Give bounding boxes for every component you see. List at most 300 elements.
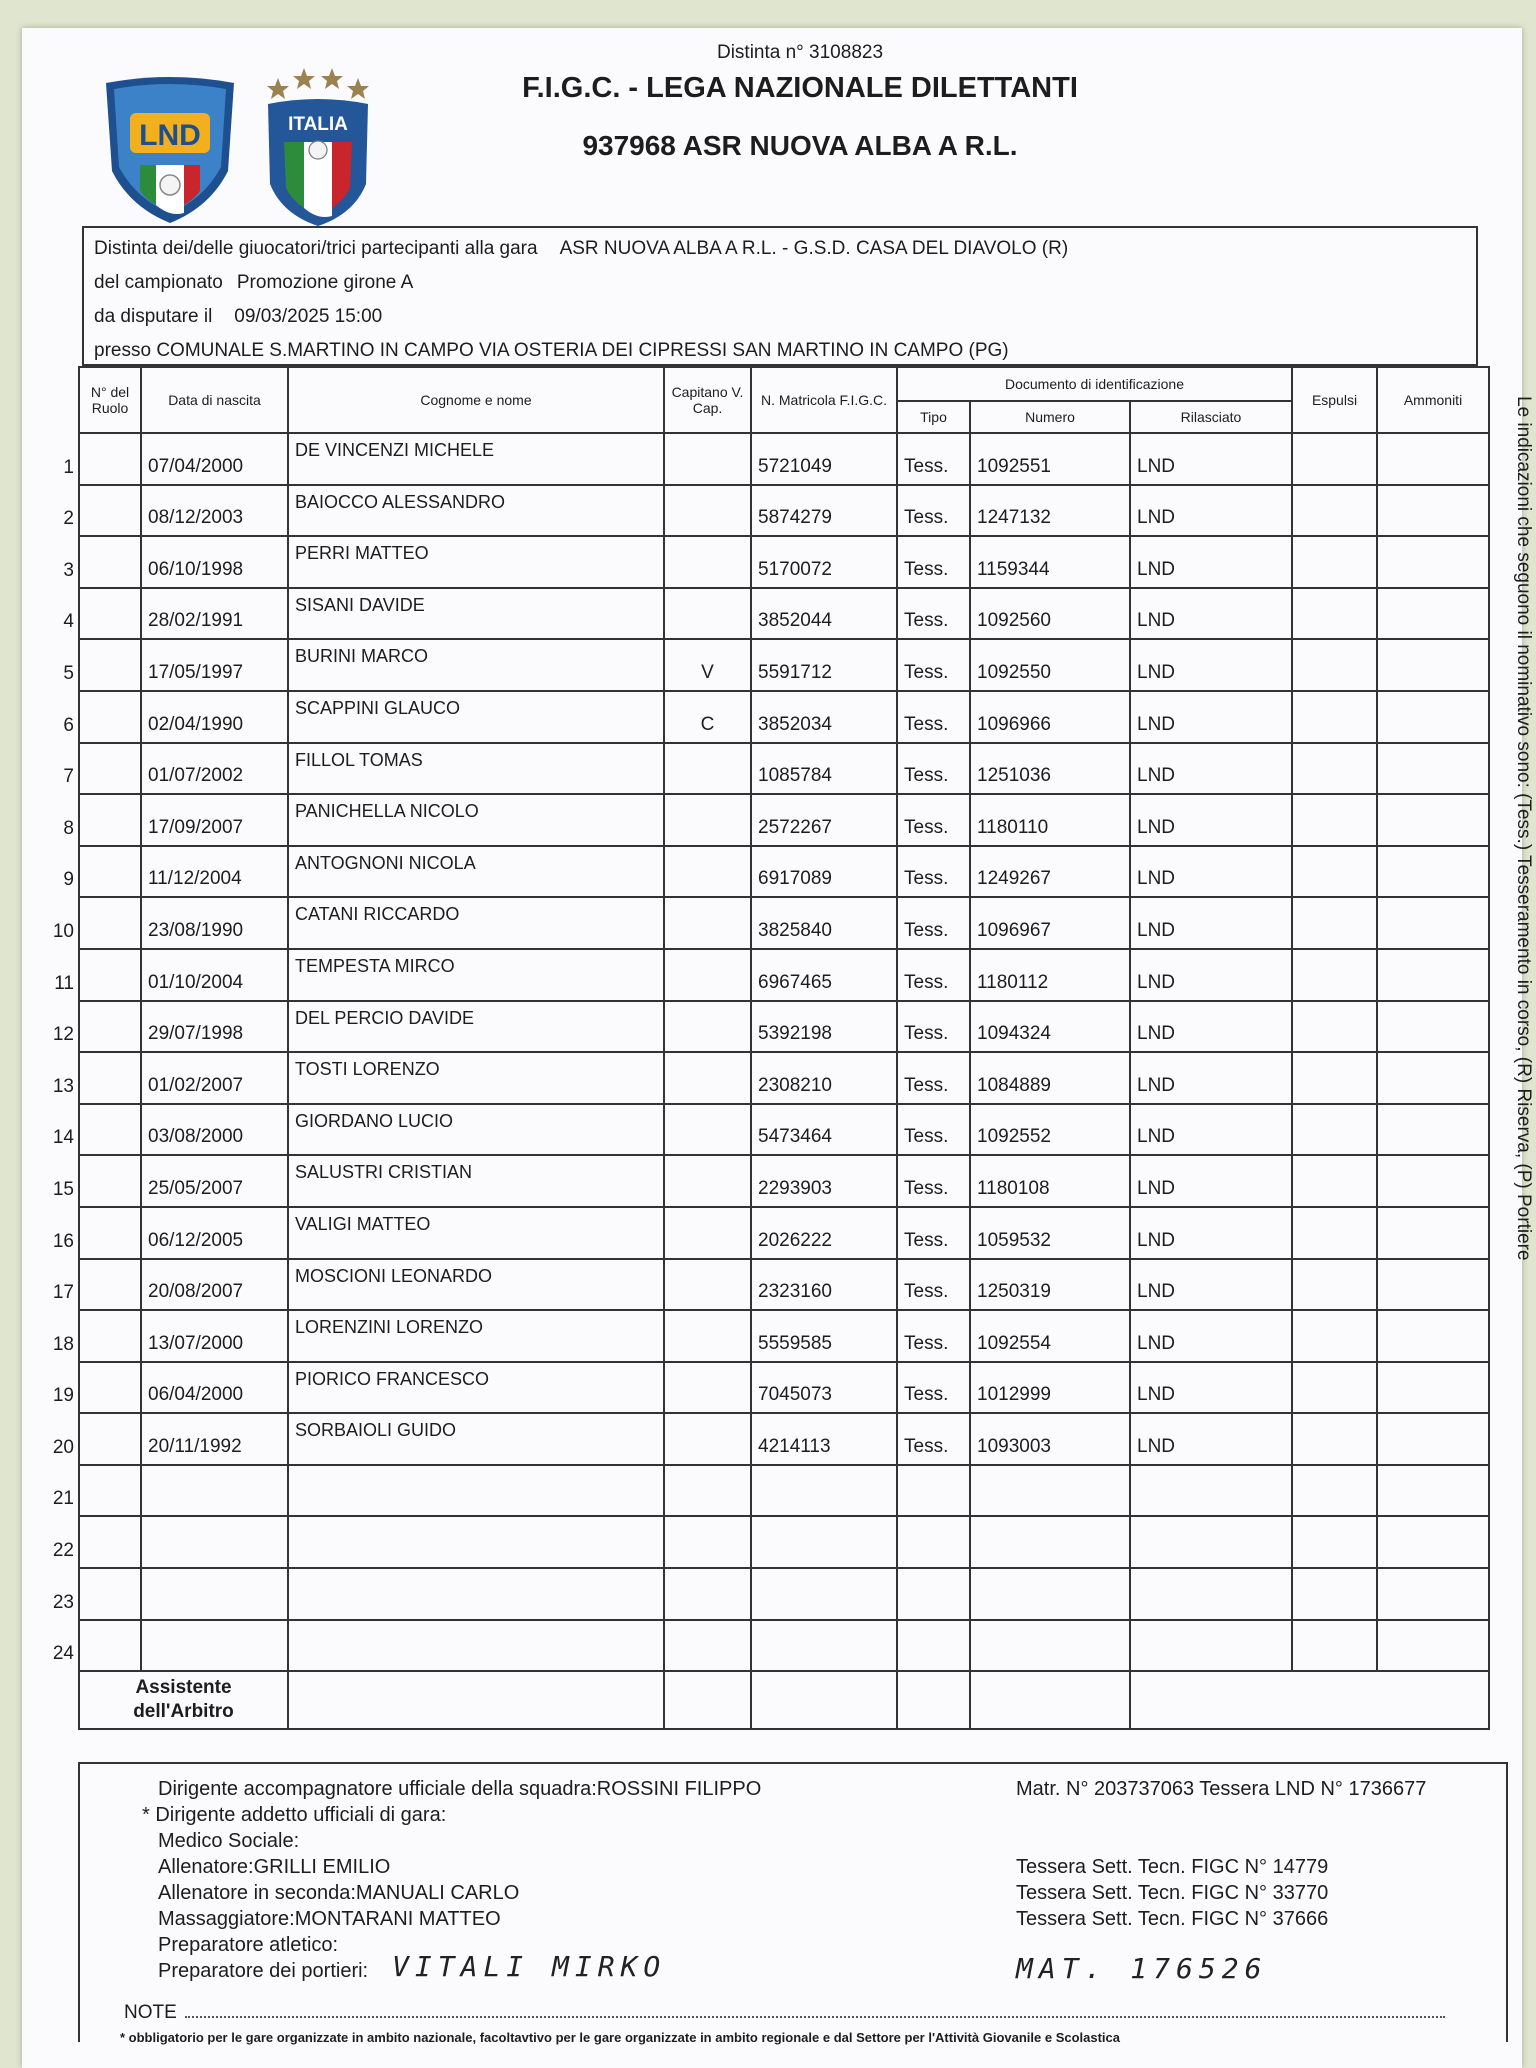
cell-espulsi <box>1292 691 1377 743</box>
cell-ruolo <box>79 536 141 588</box>
cell-ruolo <box>79 1155 141 1207</box>
cell-cap <box>664 1207 751 1259</box>
cell-nascita: 25/05/2007 <box>141 1155 288 1207</box>
cell-nascita <box>141 1568 288 1620</box>
cell-tipo: Tess. <box>897 1155 970 1207</box>
cell-matricola: 4214113 <box>751 1413 897 1465</box>
cell-ammoniti <box>1377 1104 1489 1156</box>
table-row <box>79 1155 1489 1207</box>
row-number: 10 <box>52 920 74 942</box>
cell-ammoniti <box>1377 588 1489 640</box>
preparatore-portieri: Preparatore dei portieri: <box>158 1960 369 1982</box>
cell-rilasciato: LND <box>1130 691 1292 743</box>
cell-nome: SALUSTRI CRISTIAN <box>288 1155 664 1207</box>
row-number: 5 <box>63 662 74 684</box>
data-line <box>94 306 382 328</box>
cell-nome: SCAPPINI GLAUCO <box>288 691 664 743</box>
cell-ruolo <box>79 1465 141 1517</box>
cell-matricola: 2323160 <box>751 1259 897 1311</box>
cell-rilasciato: LND <box>1130 485 1292 537</box>
cell-ammoniti <box>1377 1155 1489 1207</box>
cell-rilasciato <box>1130 1620 1292 1672</box>
cell-cap <box>664 846 751 898</box>
cell-ruolo <box>79 846 141 898</box>
cell-ammoniti <box>1377 433 1489 485</box>
row-number: 21 <box>52 1488 74 1510</box>
cell-ammoniti <box>1377 1362 1489 1414</box>
note-line <box>124 2002 1445 2024</box>
cell-rilasciato <box>1130 1568 1292 1620</box>
cell-nome: DEL PERCIO DAVIDE <box>288 1001 664 1053</box>
cell-tipo: Tess. <box>897 1001 970 1053</box>
cell-nascita: 02/04/1990 <box>141 691 288 743</box>
cell-espulsi <box>1292 588 1377 640</box>
cell-espulsi <box>1292 536 1377 588</box>
cell-cap <box>664 794 751 846</box>
cell-numero <box>970 1465 1130 1517</box>
table-row <box>79 1207 1489 1259</box>
note-dots <box>185 2016 1445 2018</box>
header-ruolo: N° del Ruolo <box>79 367 141 433</box>
cell-tipo: Tess. <box>897 794 970 846</box>
cell-espulsi <box>1292 794 1377 846</box>
cell-matricola: 2572267 <box>751 794 897 846</box>
svg-text:ITALIA: ITALIA <box>288 114 348 135</box>
cell-espulsi <box>1292 1310 1377 1362</box>
cell-nascita: 20/08/2007 <box>141 1259 288 1311</box>
cell-espulsi <box>1292 639 1377 691</box>
cell-espulsi <box>1292 846 1377 898</box>
cell-tipo: Tess. <box>897 639 970 691</box>
cell-nome: PANICHELLA NICOLO <box>288 794 664 846</box>
cell-cap <box>664 588 751 640</box>
assistente-cell <box>664 1671 751 1729</box>
row-number: 14 <box>52 1127 74 1149</box>
cell-numero: 1092552 <box>970 1104 1130 1156</box>
row-number: 15 <box>52 1178 74 1200</box>
cell-cap <box>664 1310 751 1362</box>
distinta-number: Distinta n° 3108823 <box>716 42 884 63</box>
cell-matricola: 2308210 <box>751 1052 897 1104</box>
presso-line <box>94 340 1009 362</box>
cell-espulsi <box>1292 743 1377 795</box>
cell-matricola: 5559585 <box>751 1310 897 1362</box>
assistente-cell <box>751 1671 897 1729</box>
cell-numero <box>970 1516 1130 1568</box>
cell-matricola: 1085784 <box>751 743 897 795</box>
header-rilasciato: Rilasciato <box>1130 401 1292 433</box>
preparatore-portieri-matricola-handwritten: MAT. 176526 <box>1016 1952 1268 1985</box>
table-row <box>79 794 1489 846</box>
cell-matricola: 5473464 <box>751 1104 897 1156</box>
cell-cap <box>664 485 751 537</box>
cell-nascita: 11/12/2004 <box>141 846 288 898</box>
cell-cap <box>664 1052 751 1104</box>
cell-ruolo <box>79 588 141 640</box>
cell-ruolo <box>79 1362 141 1414</box>
data-value: 09/03/2025 15:00 <box>234 306 383 327</box>
cell-numero: 1092551 <box>970 433 1130 485</box>
cell-ruolo <box>79 1516 141 1568</box>
cell-ammoniti <box>1377 1052 1489 1104</box>
cell-cap <box>664 897 751 949</box>
cell-nascita: 17/05/1997 <box>141 639 288 691</box>
cell-nome: TEMPESTA MIRCO <box>288 949 664 1001</box>
cell-tipo: Tess. <box>897 691 970 743</box>
match-info-box <box>82 226 1478 366</box>
cell-nome: VALIGI MATTEO <box>288 1207 664 1259</box>
cell-nome: PERRI MATTEO <box>288 536 664 588</box>
cell-rilasciato: LND <box>1130 743 1292 795</box>
cell-rilasciato: LND <box>1130 846 1292 898</box>
cell-matricola: 3825840 <box>751 897 897 949</box>
cell-espulsi <box>1292 1155 1377 1207</box>
cell-nome: SORBAIOLI GUIDO <box>288 1413 664 1465</box>
cell-tipo <box>897 1465 970 1517</box>
cell-ammoniti <box>1377 1568 1489 1620</box>
campionato-line <box>94 272 413 294</box>
table-row <box>79 1001 1489 1053</box>
assistente-cell <box>1130 1671 1489 1729</box>
cell-numero: 1012999 <box>970 1362 1130 1414</box>
row-number: 3 <box>63 559 74 581</box>
preparatore-atletico: Preparatore atletico: <box>158 1934 339 1956</box>
table-row <box>79 691 1489 743</box>
cell-rilasciato: LND <box>1130 1207 1292 1259</box>
cell-nascita: 01/10/2004 <box>141 949 288 1001</box>
cell-numero: 1096966 <box>970 691 1130 743</box>
cell-nome: TOSTI LORENZO <box>288 1052 664 1104</box>
cell-nome <box>288 1465 664 1517</box>
header-ammoniti: Ammoniti <box>1377 367 1489 433</box>
cell-ammoniti <box>1377 846 1489 898</box>
assistente-cell <box>897 1671 970 1729</box>
cell-numero: 1247132 <box>970 485 1130 537</box>
cell-numero: 1059532 <box>970 1207 1130 1259</box>
header-espulsi: Espulsi <box>1292 367 1377 433</box>
cell-matricola: 2026222 <box>751 1207 897 1259</box>
cell-numero: 1249267 <box>970 846 1130 898</box>
cell-ruolo <box>79 1001 141 1053</box>
cell-tipo: Tess. <box>897 1104 970 1156</box>
cell-cap <box>664 1620 751 1672</box>
table-row <box>79 1362 1489 1414</box>
assistente-cell <box>970 1671 1130 1729</box>
cell-numero: 1180110 <box>970 794 1130 846</box>
cell-rilasciato: LND <box>1130 1310 1292 1362</box>
cell-nascita: 28/02/1991 <box>141 588 288 640</box>
cell-ruolo <box>79 743 141 795</box>
header-tipo: Tipo <box>897 401 970 433</box>
row-number: 20 <box>52 1436 74 1458</box>
row-number: 18 <box>52 1333 74 1355</box>
note-label: NOTE <box>124 2002 177 2023</box>
table-row <box>79 485 1489 537</box>
row-number: 11 <box>54 972 74 994</box>
cell-ruolo <box>79 794 141 846</box>
row-number: 1 <box>63 456 74 478</box>
cell-nome <box>288 1620 664 1672</box>
cell-tipo: Tess. <box>897 846 970 898</box>
row-number: 24 <box>52 1643 74 1665</box>
cell-rilasciato: LND <box>1130 949 1292 1001</box>
cell-espulsi <box>1292 897 1377 949</box>
cell-espulsi <box>1292 1001 1377 1053</box>
table-row <box>79 1620 1489 1672</box>
massaggiatore: Massaggiatore:MONTARANI MATTEO <box>158 1908 501 1930</box>
cell-nome <box>288 1568 664 1620</box>
table-row <box>79 1516 1489 1568</box>
cell-espulsi <box>1292 949 1377 1001</box>
header-matricola: N. Matricola F.I.G.C. <box>751 367 897 433</box>
cell-matricola: 7045073 <box>751 1362 897 1414</box>
cell-numero: 1180112 <box>970 949 1130 1001</box>
cell-tipo: Tess. <box>897 588 970 640</box>
row-number: 4 <box>63 611 74 633</box>
cell-rilasciato: LND <box>1130 794 1292 846</box>
cell-nascita: 13/07/2000 <box>141 1310 288 1362</box>
table-row <box>79 1568 1489 1620</box>
header-documento: Documento di identificazione <box>897 367 1292 401</box>
cell-cap <box>664 1465 751 1517</box>
cell-rilasciato: LND <box>1130 1001 1292 1053</box>
cell-ammoniti <box>1377 897 1489 949</box>
cell-ruolo <box>79 691 141 743</box>
cell-ammoniti <box>1377 536 1489 588</box>
cell-matricola: 5392198 <box>751 1001 897 1053</box>
cell-nascita <box>141 1465 288 1517</box>
cell-numero: 1092560 <box>970 588 1130 640</box>
cell-nome: BURINI MARCO <box>288 639 664 691</box>
presso-value: COMUNALE S.MARTINO IN CAMPO VIA OSTERIA DEI CIPRESSI SAN MARTINO IN CAMPO (PG) <box>156 340 1009 361</box>
cell-ammoniti <box>1377 1207 1489 1259</box>
cell-ruolo <box>79 1259 141 1311</box>
cell-nome: MOSCIONI LEONARDO <box>288 1259 664 1311</box>
row-number: 22 <box>52 1540 74 1562</box>
cell-cap <box>664 949 751 1001</box>
cell-matricola <box>751 1516 897 1568</box>
cell-numero: 1250319 <box>970 1259 1130 1311</box>
lega-title: F.I.G.C. - LEGA NAZIONALE DILETTANTI <box>522 72 1078 104</box>
gara-line <box>94 238 1068 260</box>
cell-cap <box>664 1155 751 1207</box>
cell-ammoniti <box>1377 1413 1489 1465</box>
presso-label: presso <box>94 340 152 361</box>
cell-numero: 1096967 <box>970 897 1130 949</box>
header-nome: Cognome e nome <box>288 367 664 433</box>
cell-rilasciato: LND <box>1130 1413 1292 1465</box>
cell-numero: 1084889 <box>970 1052 1130 1104</box>
cell-nome: PIORICO FRANCESCO <box>288 1362 664 1414</box>
row-number: 8 <box>63 817 74 839</box>
cell-matricola <box>751 1568 897 1620</box>
cell-espulsi <box>1292 1259 1377 1311</box>
cell-tipo: Tess. <box>897 1207 970 1259</box>
cell-espulsi <box>1292 1413 1377 1465</box>
footnote: * obbligatorio per le gare organizzate in ambito nazionale, facoltavtivo per le gare organizzate in ambito regionale e dal Settore per l'Attività Giovanile e Scolastica <box>120 2030 1121 2045</box>
cell-tipo: Tess. <box>897 1413 970 1465</box>
preparatore-portieri-handwritten: VITALI MIRKO <box>392 1950 667 1983</box>
table-row <box>79 743 1489 795</box>
cell-cap <box>664 1516 751 1568</box>
cell-espulsi <box>1292 1362 1377 1414</box>
cell-nome <box>288 1516 664 1568</box>
cell-nascita: 20/11/1992 <box>141 1413 288 1465</box>
cell-nascita <box>141 1516 288 1568</box>
allenatore-seconda: Allenatore in seconda:MANUALI CARLO <box>158 1882 520 1904</box>
cell-matricola: 5874279 <box>751 485 897 537</box>
header-nascita: Data di nascita <box>141 367 288 433</box>
cell-espulsi <box>1292 485 1377 537</box>
cell-ruolo <box>79 897 141 949</box>
header-capitano: Capitano V. Cap. <box>664 367 751 433</box>
table-row <box>79 846 1489 898</box>
cell-rilasciato: LND <box>1130 897 1292 949</box>
table-row <box>79 588 1489 640</box>
cell-matricola <box>751 1620 897 1672</box>
cell-tipo: Tess. <box>897 433 970 485</box>
cell-tipo <box>897 1568 970 1620</box>
cell-nome: CATANI RICCARDO <box>288 897 664 949</box>
cell-tipo: Tess. <box>897 949 970 1001</box>
row-number: 9 <box>63 869 74 891</box>
cell-nascita: 06/04/2000 <box>141 1362 288 1414</box>
cell-nascita: 08/12/2003 <box>141 485 288 537</box>
cell-numero <box>970 1568 1130 1620</box>
cell-nome: ANTOGNONI NICOLA <box>288 846 664 898</box>
cell-ruolo <box>79 433 141 485</box>
cell-cap <box>664 1362 751 1414</box>
cell-tipo: Tess. <box>897 897 970 949</box>
cell-ammoniti <box>1377 1310 1489 1362</box>
cell-nome: DE VINCENZI MICHELE <box>288 433 664 485</box>
row-number: 6 <box>63 714 74 736</box>
cell-ruolo <box>79 1413 141 1465</box>
cell-tipo: Tess. <box>897 485 970 537</box>
cell-espulsi <box>1292 1568 1377 1620</box>
cell-ruolo <box>79 949 141 1001</box>
allenatore-tessera: Tessera Sett. Tecn. FIGC N° 14779 <box>1016 1856 1329 1878</box>
cell-ammoniti <box>1377 639 1489 691</box>
row-number: 19 <box>52 1385 74 1407</box>
cell-cap <box>664 1413 751 1465</box>
cell-ammoniti <box>1377 949 1489 1001</box>
cell-cap: V <box>664 639 751 691</box>
gara-value: ASR NUOVA ALBA A R.L. - G.S.D. CASA DEL DIAVOLO (R) <box>559 238 1069 259</box>
cell-rilasciato: LND <box>1130 536 1292 588</box>
cell-tipo <box>897 1620 970 1672</box>
cell-nascita: 29/07/1998 <box>141 1001 288 1053</box>
cell-matricola <box>751 1465 897 1517</box>
table-row <box>79 1465 1489 1517</box>
cell-rilasciato <box>1130 1465 1292 1517</box>
cell-numero: 1092554 <box>970 1310 1130 1362</box>
cell-rilasciato: LND <box>1130 1052 1292 1104</box>
club-title: 937968 ASR NUOVA ALBA A R.L. <box>582 130 1018 161</box>
cell-tipo <box>897 1516 970 1568</box>
staff-box <box>78 1762 1508 2042</box>
cell-matricola: 6917089 <box>751 846 897 898</box>
cell-rilasciato: LND <box>1130 1155 1292 1207</box>
cell-rilasciato: LND <box>1130 433 1292 485</box>
assistente-cell <box>288 1671 664 1729</box>
cell-ruolo <box>79 1620 141 1672</box>
table-row <box>79 1052 1489 1104</box>
cell-ammoniti <box>1377 1516 1489 1568</box>
allenatore-seconda-tessera: Tessera Sett. Tecn. FIGC N° 33770 <box>1016 1882 1329 1904</box>
row-number: 23 <box>52 1591 74 1613</box>
cell-rilasciato: LND <box>1130 588 1292 640</box>
cell-nome: BAIOCCO ALESSANDRO <box>288 485 664 537</box>
cell-ruolo <box>79 1310 141 1362</box>
cell-cap: C <box>664 691 751 743</box>
cell-espulsi <box>1292 433 1377 485</box>
cell-matricola: 5170072 <box>751 536 897 588</box>
table-row <box>79 1104 1489 1156</box>
cell-rilasciato: LND <box>1130 1104 1292 1156</box>
cell-rilasciato: LND <box>1130 1362 1292 1414</box>
dirigente-accompagnatore: Dirigente accompagnatore ufficiale della squadra:ROSSINI FILIPPO <box>158 1778 762 1800</box>
row-number: 16 <box>52 1230 74 1252</box>
cell-nascita: 03/08/2000 <box>141 1104 288 1156</box>
cell-tipo: Tess. <box>897 1310 970 1362</box>
cell-numero: 1180108 <box>970 1155 1130 1207</box>
table-row <box>79 433 1489 485</box>
cell-tipo: Tess. <box>897 1052 970 1104</box>
cell-numero: 1093003 <box>970 1413 1130 1465</box>
cell-cap <box>664 743 751 795</box>
cell-espulsi <box>1292 1207 1377 1259</box>
cell-ruolo <box>79 1104 141 1156</box>
cell-espulsi <box>1292 1620 1377 1672</box>
cell-rilasciato: LND <box>1130 1259 1292 1311</box>
cell-nome: GIORDANO LUCIO <box>288 1104 664 1156</box>
cell-rilasciato: LND <box>1130 639 1292 691</box>
cell-nome: FILLOL TOMAS <box>288 743 664 795</box>
cell-numero: 1159344 <box>970 536 1130 588</box>
cell-matricola: 5591712 <box>751 639 897 691</box>
cell-nascita: 06/12/2005 <box>141 1207 288 1259</box>
row-number: 12 <box>52 1024 74 1046</box>
cell-nascita: 17/09/2007 <box>141 794 288 846</box>
cell-matricola: 2293903 <box>751 1155 897 1207</box>
cell-cap <box>664 1104 751 1156</box>
cell-ammoniti <box>1377 1465 1489 1517</box>
cell-cap <box>664 536 751 588</box>
table-row <box>79 639 1489 691</box>
cell-nascita: 01/07/2002 <box>141 743 288 795</box>
table-row <box>79 1310 1489 1362</box>
dirigente-matricola: Matr. N° 203737063 Tessera LND N° 1736677 <box>1016 1778 1427 1800</box>
allenatore: Allenatore:GRILLI EMILIO <box>158 1856 391 1878</box>
cell-ammoniti <box>1377 485 1489 537</box>
cell-tipo: Tess. <box>897 1362 970 1414</box>
cell-ammoniti <box>1377 794 1489 846</box>
cell-ruolo <box>79 1052 141 1104</box>
medico-sociale: Medico Sociale: <box>158 1830 300 1852</box>
svg-text:LND: LND <box>139 119 201 152</box>
cell-espulsi <box>1292 1516 1377 1568</box>
dirigente-ufficiali: * Dirigente addetto ufficiali di gara: <box>142 1804 447 1826</box>
gara-label: Distinta dei/delle giuocatori/trici partecipanti alla gara <box>94 238 538 259</box>
data-label: da disputare il <box>94 306 213 327</box>
cell-nascita: 23/08/1990 <box>141 897 288 949</box>
cell-ammoniti <box>1377 1620 1489 1672</box>
assistente-label: Assistente dell'Arbitro <box>79 1671 288 1729</box>
table-row <box>79 897 1489 949</box>
cell-cap <box>664 433 751 485</box>
cell-ruolo <box>79 1207 141 1259</box>
